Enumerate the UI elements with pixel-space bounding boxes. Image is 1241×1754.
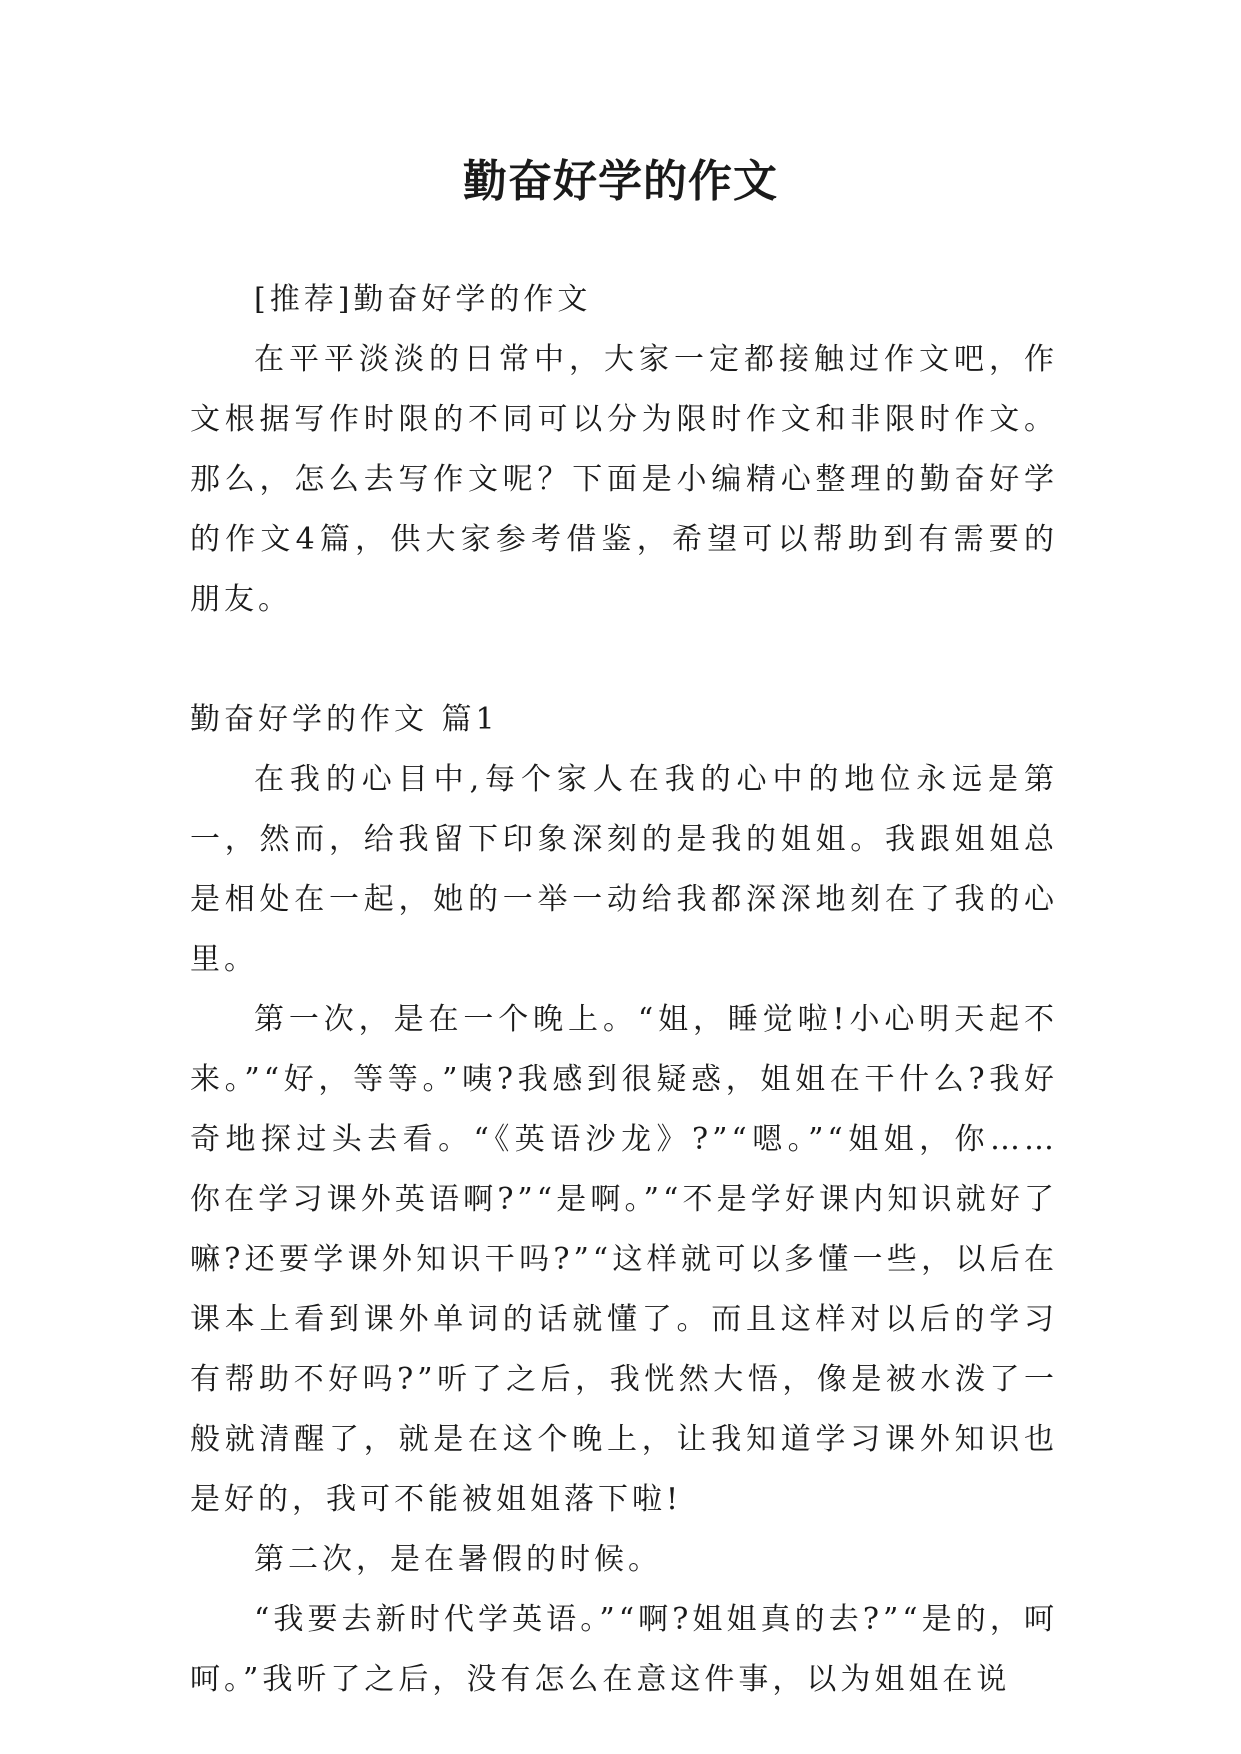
intro-paragraph-2: 在平平淡淡的日常中，大家一定都接触过作文吧，作文根据写作时限的不同可以分为限时作文和非限时作文。那么，怎么去写作文呢？下面是小编精心整理的勤奋好学的作文4篇，供大家参考借鉴，希望可以帮助到有需要的朋友。 — [190, 342, 1058, 617]
section-gap — [190, 630, 1058, 690]
section-heading: 勤奋好学的作文 篇1 — [190, 702, 499, 737]
intro-paragraph-1: [推荐]勤奋好学的作文 — [254, 282, 592, 317]
document-title: 勤奋好学的作文 — [463, 156, 778, 207]
document-body — [190, 270, 1058, 1710]
section-paragraph-2: 第一次，是在一个晚上。“姐，睡觉啦!小心明天起不来。”“好，等等。”咦?我感到很疑惑，姐姐在干什么?我好奇地探过头去看。“《英语沙龙》?”“嗯。”“姐姐，你……你在学习课外英语啊?”“是啊。”“不是学好课内知识就好了嘛?还要学课外知识干吗?”“这样就可以多懂一些，以后在课本上看到课外单词的话就懂了。而且这样对以后的学习有帮助不好吗?”听了之后，我恍然大悟，像是被水泼了一般就清醒了，就是在这个晚上，让我知道学习课外知识也是好的，我可不能被姐姐落下啦! — [190, 1002, 1058, 1517]
section-paragraph-4: “我要去新时代学英语。”“啊?姐姐真的去?”“是的，呵呵。”我听了之后，没有怎么在意这件事，以为姐姐在说 — [190, 1602, 1058, 1697]
section-paragraph-3: 第二次，是在暑假的时候。 — [254, 1542, 662, 1577]
section-paragraph-1: 在我的心目中,每个家人在我的心中的地位永远是第一，然而，给我留下印象深刻的是我的姐姐。我跟姐姐总是相处在一起，她的一举一动给我都深深地刻在了我的心里。 — [190, 762, 1058, 977]
